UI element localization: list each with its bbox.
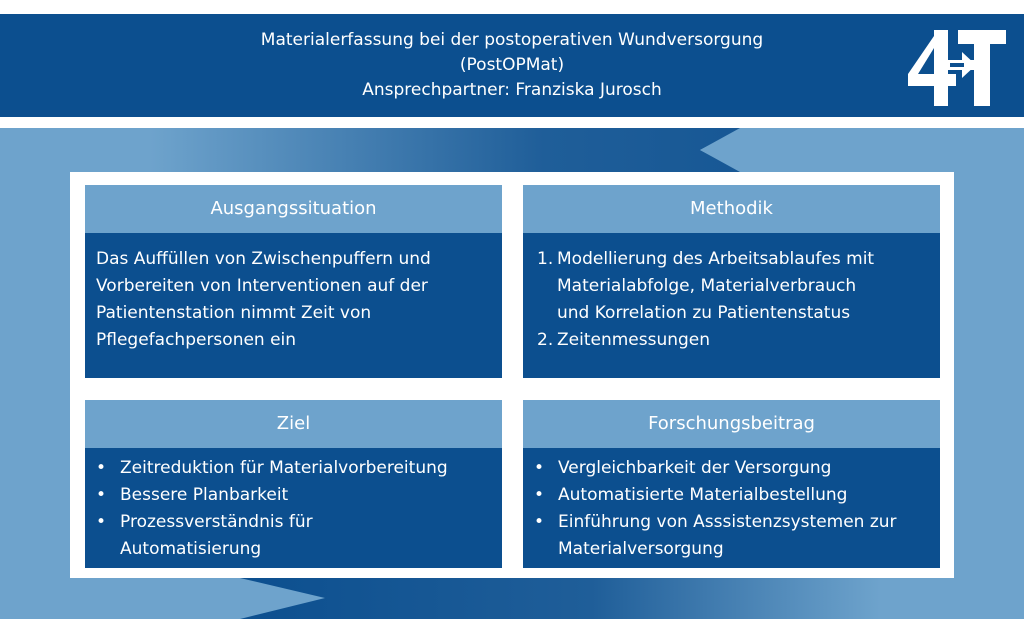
text-line: Materialabfolge, Materialverbrauch xyxy=(557,276,857,296)
list-item xyxy=(534,509,930,563)
bullet-icon: • xyxy=(534,512,545,532)
text-line: Materialversorgung xyxy=(558,539,724,559)
box-forschungsbeitrag xyxy=(523,400,940,568)
list-item xyxy=(96,482,492,509)
ordered-list xyxy=(523,233,940,354)
list-item xyxy=(534,482,930,509)
bullet-list xyxy=(85,448,502,563)
bullet-icon: • xyxy=(96,485,107,505)
bullet-icon: • xyxy=(96,512,107,532)
header-title-line2: (PostOPMat) xyxy=(459,55,565,75)
list-item xyxy=(534,455,930,482)
text-line: Patientenstation nimmt Zeit von xyxy=(96,303,372,323)
bullet-icon: • xyxy=(534,485,545,505)
text-line: Pflegefachpersonen ein xyxy=(96,330,297,350)
text-line: Vergleichbarkeit der Versorgung xyxy=(558,458,832,478)
list-item xyxy=(96,509,492,563)
box-ausgangssituation xyxy=(85,185,502,378)
4t-logo-icon xyxy=(906,28,1008,108)
text-line: Modellierung des Arbeitsablaufes mit xyxy=(557,249,875,269)
box-ziel xyxy=(85,400,502,568)
text-line: Prozessverständnis für xyxy=(120,512,313,532)
list-item xyxy=(537,246,930,327)
box-methodik xyxy=(523,185,940,378)
top-arrow xyxy=(150,128,1024,172)
list-item xyxy=(537,327,930,354)
text-line: Zeitenmessungen xyxy=(557,330,711,350)
box-title: Methodik xyxy=(523,185,940,233)
text-line: und Korrelation zu Patientenstatus xyxy=(557,303,851,323)
bottom-arrow xyxy=(240,578,880,619)
bullet-list xyxy=(523,448,940,563)
list-number: 1. xyxy=(537,249,554,269)
paragraph xyxy=(85,233,502,354)
text-line: Automatisierung xyxy=(120,539,262,559)
header-bar xyxy=(0,14,1024,117)
box-body xyxy=(523,233,940,378)
header-text xyxy=(0,28,1024,103)
box-title: Ziel xyxy=(85,400,502,448)
text-line: Bessere Planbarkeit xyxy=(120,485,289,505)
bullet-icon: • xyxy=(534,458,545,478)
box-body xyxy=(85,233,502,378)
list-item xyxy=(96,455,492,482)
box-title: Forschungsbeitrag xyxy=(523,400,940,448)
header-contact: Ansprechpartner: Franziska Jurosch xyxy=(362,80,662,100)
box-title: Ausgangssituation xyxy=(85,185,502,233)
box-body xyxy=(523,448,940,568)
text-line: Zeitreduktion für Materialvorbereitung xyxy=(120,458,448,478)
bullet-icon: • xyxy=(96,458,107,478)
box-body xyxy=(85,448,502,568)
header-title-line1: Materialerfassung bei der postoperativen Wundversorgung xyxy=(260,30,764,50)
text-line: Das Auffüllen von Zwischenpuffern und xyxy=(96,249,431,269)
list-number: 2. xyxy=(537,330,554,350)
text-line: Einführung von Asssistenzsystemen zur xyxy=(558,512,897,532)
text-line: Vorbereiten von Interventionen auf der xyxy=(96,276,428,296)
text-line: Automatisierte Materialbestellung xyxy=(558,485,848,505)
